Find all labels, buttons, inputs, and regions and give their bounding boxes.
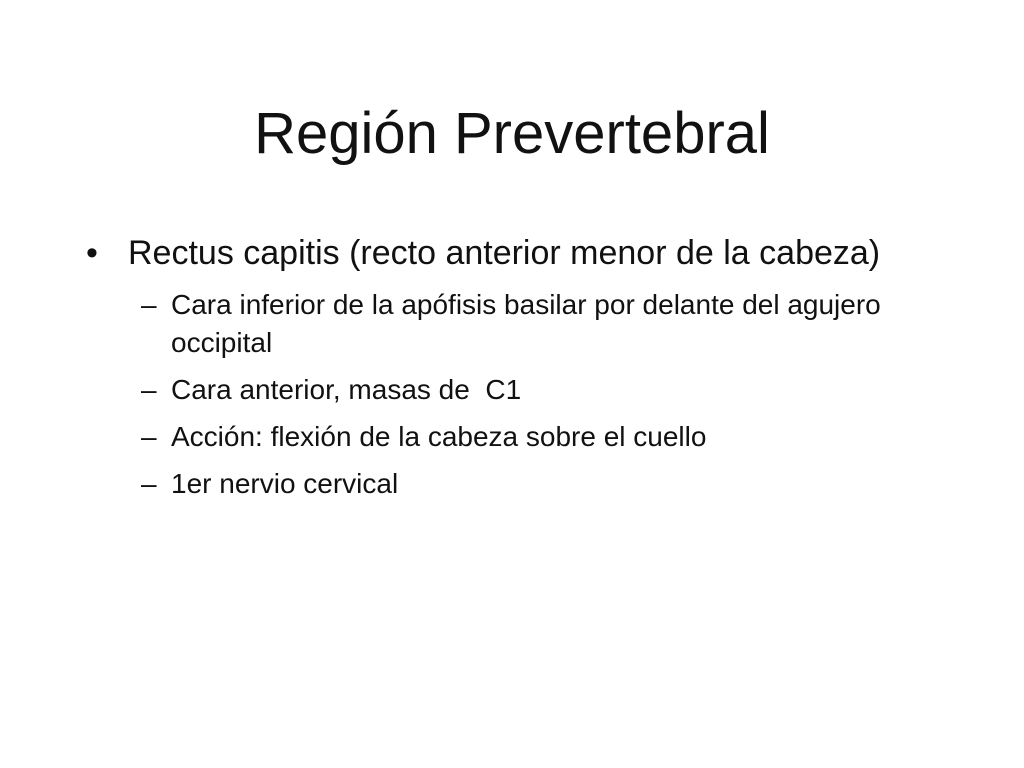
sub-bullet-item [82, 371, 942, 409]
sub-bullet-marker: – [141, 468, 157, 499]
sub-bullet-marker: – [141, 421, 157, 452]
slide-content [82, 230, 942, 512]
sub-bullet-item [82, 418, 942, 456]
sub-bullet-text: Acción: flexión de la cabeza sobre el cuello [171, 421, 707, 452]
sub-bullet-list [82, 286, 942, 503]
sub-bullet-text: Cara inferior de la apófisis basilar por delante del agujero occipital [171, 289, 881, 358]
bullet-marker: • [86, 234, 98, 272]
slide-title: Región Prevertebral [254, 101, 770, 166]
bullet-text: Rectus capitis (recto anterior menor de la cabeza) [128, 234, 881, 272]
sub-bullet-item [82, 465, 942, 503]
bullet-item [82, 230, 942, 276]
sub-bullet-text: Cara anterior, masas de C1 [171, 374, 522, 405]
sub-bullet-marker: – [141, 374, 157, 405]
sub-bullet-marker: – [141, 289, 157, 320]
sub-bullet-item [82, 286, 942, 362]
sub-bullet-text: 1er nervio cervical [171, 468, 399, 499]
